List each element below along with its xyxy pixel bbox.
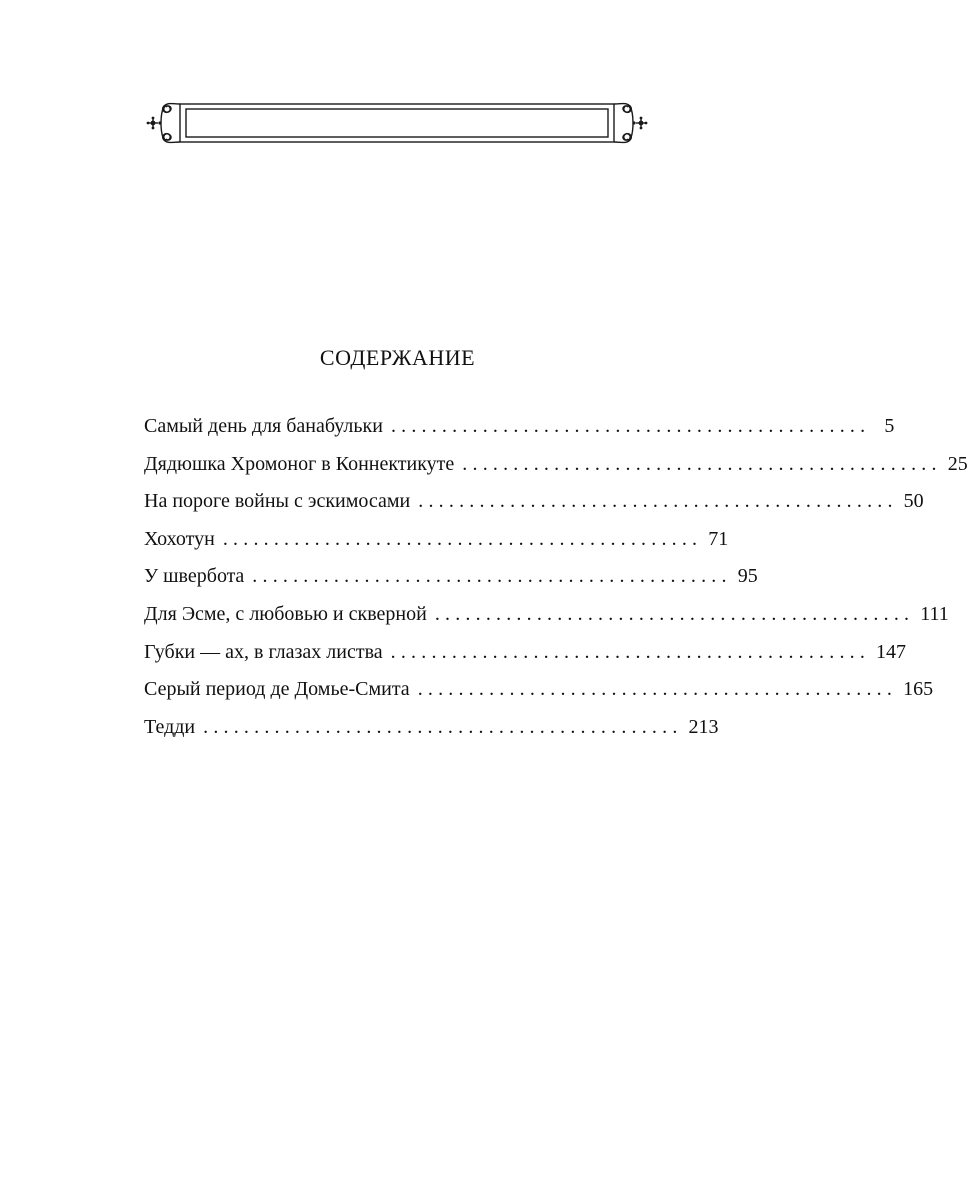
toc-entry-title: Дядюшка Хромоног в Коннектикуте [144, 452, 455, 475]
toc-entry-title: У шверботa [144, 565, 245, 588]
toc-entry-page: 147 [876, 640, 907, 663]
toc-entry-title: Хохотун [144, 527, 215, 550]
leader-dots: ............................................... [252, 565, 732, 588]
toc-entry[interactable] [144, 671, 934, 709]
toc-entry[interactable] [144, 446, 968, 484]
toc-entry-title: На пороге войны с эскимосами [144, 490, 411, 513]
toc-entry-title: Для Эсме, с любовью и скверной [144, 602, 427, 625]
toc-entry[interactable] [144, 709, 719, 747]
toc-entry-page: 71 [708, 527, 729, 550]
leader-dots: ............................................... [222, 527, 703, 550]
leader-dots: ............................................... [390, 415, 871, 437]
toc-entry-page: 25 [947, 452, 968, 475]
leader-dots: ............................................... [203, 715, 683, 738]
table-of-contents [144, 408, 968, 746]
toc-entry[interactable] [144, 634, 907, 672]
toc-entry[interactable] [144, 483, 924, 521]
toc-entry-title: Губки — ах, в глазах листва [144, 640, 383, 663]
toc-entry-page: 165 [903, 678, 934, 701]
toc-entry-title: Самый день для банабульки [144, 415, 383, 437]
toc-entry[interactable] [144, 408, 895, 446]
leader-dots: ............................................... [390, 640, 871, 663]
leader-dots: ............................................... [417, 678, 898, 701]
leader-dots: ............................................... [434, 602, 915, 625]
toc-entry-page: 5 [884, 415, 895, 437]
toc-entry[interactable] [144, 558, 758, 596]
contents-heading: СОДЕРЖАНИЕ [319, 345, 476, 370]
leader-dots: ............................................... [418, 490, 898, 513]
toc-entry-page: 95 [737, 565, 758, 588]
toc-entry-page: 213 [688, 715, 719, 738]
toc-entry-page: 111 [920, 602, 949, 625]
scroll-frame-ornament-icon [140, 98, 654, 148]
toc-entry-page: 50 [903, 490, 924, 513]
toc-entry-title: Серый период де Домье-Смита [144, 678, 410, 701]
toc-entry[interactable] [144, 596, 949, 634]
toc-entry-title: Тедди [144, 715, 196, 738]
toc-entry[interactable] [144, 521, 729, 559]
leader-dots: ............................................... [462, 452, 942, 475]
